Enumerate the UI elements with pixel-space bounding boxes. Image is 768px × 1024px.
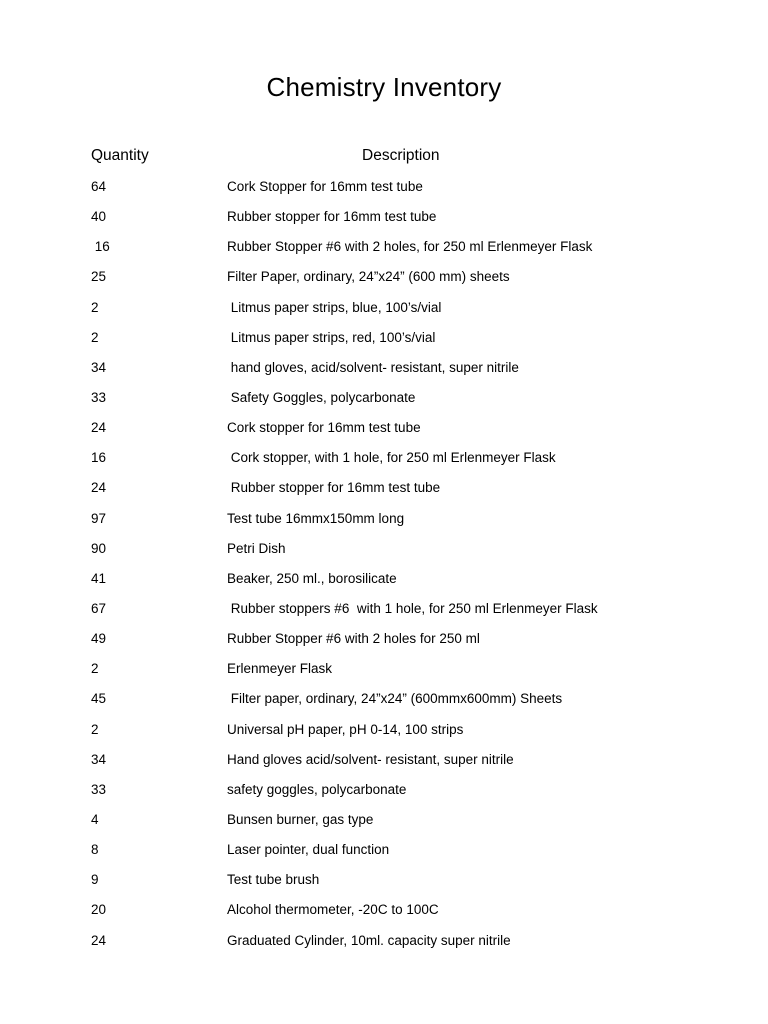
inventory-row <box>0 660 768 690</box>
quantity-cell: 9 <box>91 872 99 888</box>
description-cell: Rubber Stopper #6 with 2 holes, for 250 ml Erlenmeyer Flask <box>227 239 593 255</box>
quantity-cell: 24 <box>91 932 107 948</box>
description-cell: Cork stopper, with 1 hole, for 250 ml Erlenmeyer Flask <box>227 450 556 466</box>
quantity-cell: 49 <box>91 631 107 647</box>
inventory-row <box>0 811 768 841</box>
inventory-row <box>0 329 768 359</box>
description-cell: Filter Paper, ordinary, 24”x24” (600 mm) sheets <box>227 269 510 285</box>
description-cell: Cork Stopper for 16mm test tube <box>227 179 423 194</box>
quantity-cell: 64 <box>91 179 107 194</box>
inventory-row <box>0 570 768 600</box>
quantity-cell: 16 <box>91 450 107 466</box>
inventory-list <box>0 178 768 962</box>
inventory-row <box>0 600 768 630</box>
description-cell: Test tube 16mmx150mm long <box>227 510 405 526</box>
inventory-row <box>0 479 768 509</box>
description-cell: Rubber stoppers #6 with 1 hole, for 250 ml Erlenmeyer Flask <box>227 600 598 616</box>
quantity-cell: 90 <box>91 540 107 556</box>
document-title: Chemistry Inventory <box>266 72 502 102</box>
quantity-cell: 2 <box>91 661 99 677</box>
quantity-cell: 25 <box>91 269 107 285</box>
description-cell: Laser pointer, dual function <box>227 842 390 858</box>
quantity-cell: 2 <box>91 299 99 315</box>
description-cell: Graduated Cylinder, 10ml. capacity super nitrile <box>227 932 511 948</box>
quantity-cell: 2 <box>91 721 99 737</box>
inventory-row <box>0 299 768 329</box>
inventory-row <box>0 751 768 781</box>
quantity-cell: 41 <box>91 570 107 586</box>
inventory-row <box>0 238 768 268</box>
inventory-row <box>0 178 768 208</box>
description-cell: Hand gloves acid/solvent- resistant, super nitrile <box>227 751 514 767</box>
description-cell: Bunsen burner, gas type <box>227 811 374 827</box>
inventory-row <box>0 419 768 449</box>
quantity-cell: 2 <box>91 329 99 345</box>
quantity-cell: 20 <box>91 902 107 918</box>
description-cell: Safety Goggles, polycarbonate <box>227 389 416 405</box>
quantity-cell: 33 <box>91 781 107 797</box>
quantity-column-header: Quantity <box>91 147 149 164</box>
inventory-row <box>0 721 768 751</box>
inventory-row <box>0 871 768 901</box>
inventory-row <box>0 268 768 298</box>
quantity-cell: 24 <box>91 480 107 496</box>
inventory-row <box>0 510 768 540</box>
quantity-cell: 67 <box>91 600 107 616</box>
quantity-cell: 33 <box>91 389 107 405</box>
description-cell: Litmus paper strips, red, 100’s/vial <box>227 329 436 345</box>
quantity-cell: 16 <box>91 239 110 255</box>
quantity-cell: 24 <box>91 420 107 436</box>
description-cell: Litmus paper strips, blue, 100’s/vial <box>227 299 442 315</box>
inventory-row <box>0 389 768 419</box>
inventory-row <box>0 781 768 811</box>
inventory-row <box>0 359 768 389</box>
description-cell: Test tube brush <box>227 872 320 888</box>
quantity-cell: 40 <box>91 209 107 225</box>
description-cell: Rubber stopper for 16mm test tube <box>227 209 437 225</box>
inventory-row <box>0 630 768 660</box>
description-cell: Filter paper, ordinary, 24”x24” (600mmx600mm) Sheets <box>227 691 563 707</box>
quantity-cell: 34 <box>91 359 107 375</box>
description-cell: Beaker, 250 ml., borosilicate <box>227 570 397 586</box>
description-cell: Petri Dish <box>227 540 286 556</box>
inventory-row <box>0 540 768 570</box>
description-cell: Alcohol thermometer, -20C to 100C <box>227 902 439 918</box>
inventory-row <box>0 841 768 871</box>
description-cell: Erlenmeyer Flask <box>227 661 333 677</box>
quantity-cell: 4 <box>91 811 99 827</box>
quantity-cell: 45 <box>91 691 107 707</box>
inventory-row <box>0 449 768 479</box>
description-cell: Rubber stopper for 16mm test tube <box>227 480 441 496</box>
description-cell: Rubber Stopper #6 with 2 holes for 250 ml <box>227 631 480 647</box>
quantity-cell: 8 <box>91 842 99 858</box>
quantity-cell: 97 <box>91 510 107 526</box>
description-cell: hand gloves, acid/solvent- resistant, super nitrile <box>227 359 519 375</box>
description-cell: safety goggles, polycarbonate <box>227 781 407 797</box>
description-column-header: Description <box>362 147 440 164</box>
inventory-row <box>0 901 768 931</box>
inventory-row <box>0 690 768 720</box>
inventory-row <box>0 208 768 238</box>
description-cell: Cork stopper for 16mm test tube <box>227 420 421 436</box>
inventory-row <box>0 932 768 962</box>
quantity-cell: 34 <box>91 751 107 767</box>
description-cell: Universal pH paper, pH 0-14, 100 strips <box>227 721 464 737</box>
